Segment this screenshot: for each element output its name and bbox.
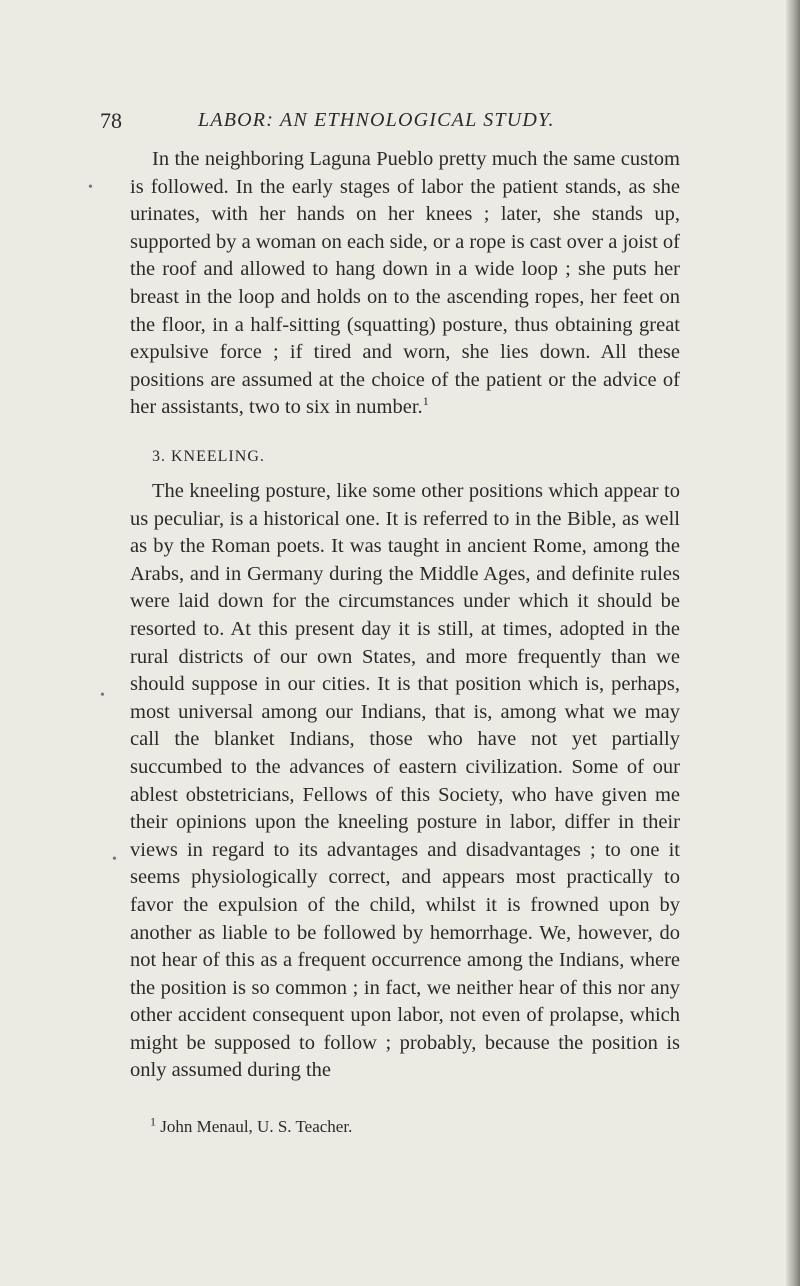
footnote-reference: 1 — [422, 394, 429, 409]
margin-mark: • — [112, 852, 117, 867]
paragraph-1-text — [130, 146, 680, 422]
page-edge — [786, 0, 800, 1286]
margin-mark: • — [100, 688, 105, 703]
margin-mark: • — [88, 180, 93, 195]
section-heading: 3. KNEELING. — [152, 448, 265, 465]
paragraph-1-body: In the neighboring Laguna Pueblo pretty much the same custom is followed. In the early stages of labor the patient stands, as she urinates, with her hands on her knees ; later, she stands up, supported by a woman on each side, or a rope is cast over a joist of the roof and allowed to hang down in a wide loop ; she puts her breast in the loop and holds on to the ascending ropes, her feet on the floor, in a half-sitting (squatting) posture, thus obtaining great expulsive force ; if tired and worn, she lies down. All these positions are assumed at the choice of the patient or the advice of her assistants, two to six in number. — [130, 148, 680, 419]
footnote — [150, 1114, 353, 1137]
page-number: 78 — [100, 108, 122, 133]
paragraph-2-text: The kneeling posture, like some other positions which appear to us peculiar, is a historical one. It is referred to in the Bible, as well as by the Roman poets. It was taught in ancient Rome, among the Arabs, and in Germany during the Middle Ages, and definite rules were laid down for the circumstances under which it should be resorted to. At this present day it is still, at times, adopted in the rural districts of our own States, and more frequently than we should suppose in our cities. It is that position which is, perhaps, most universal among our Indians, that is, among what we may call the blanket Indians, those who have not yet partially succumbed to the advances of eastern civilization. Some of our ablest obstetricians, Fellows of this Society, who have given me their opinions upon the kneeling posture in labor, differ in their views in regard to its advantages and disadvantages ; to one it seems physiologically correct, and appears most practically to favor the expulsion of the child, whilst it is frowned upon by another as liable to be followed by hemorrhage. We, however, do not hear of this as a frequent occurrence among the Indians, where the position is so common ; in fact, we neither hear of this nor any other accident consequent upon labor, not even of prolapse, which might be supposed to follow ; probably, because the position is only assumed during the — [130, 480, 680, 1082]
page-header — [100, 108, 700, 138]
running-head: LABOR: AN ETHNOLOGICAL STUDY. — [198, 109, 555, 131]
paragraph-1 — [130, 146, 680, 422]
paragraph-2 — [130, 478, 680, 1085]
footnote-marker: 1 — [150, 1114, 156, 1129]
footnote-text: John Menaul, U. S. Teacher. — [160, 1117, 353, 1136]
